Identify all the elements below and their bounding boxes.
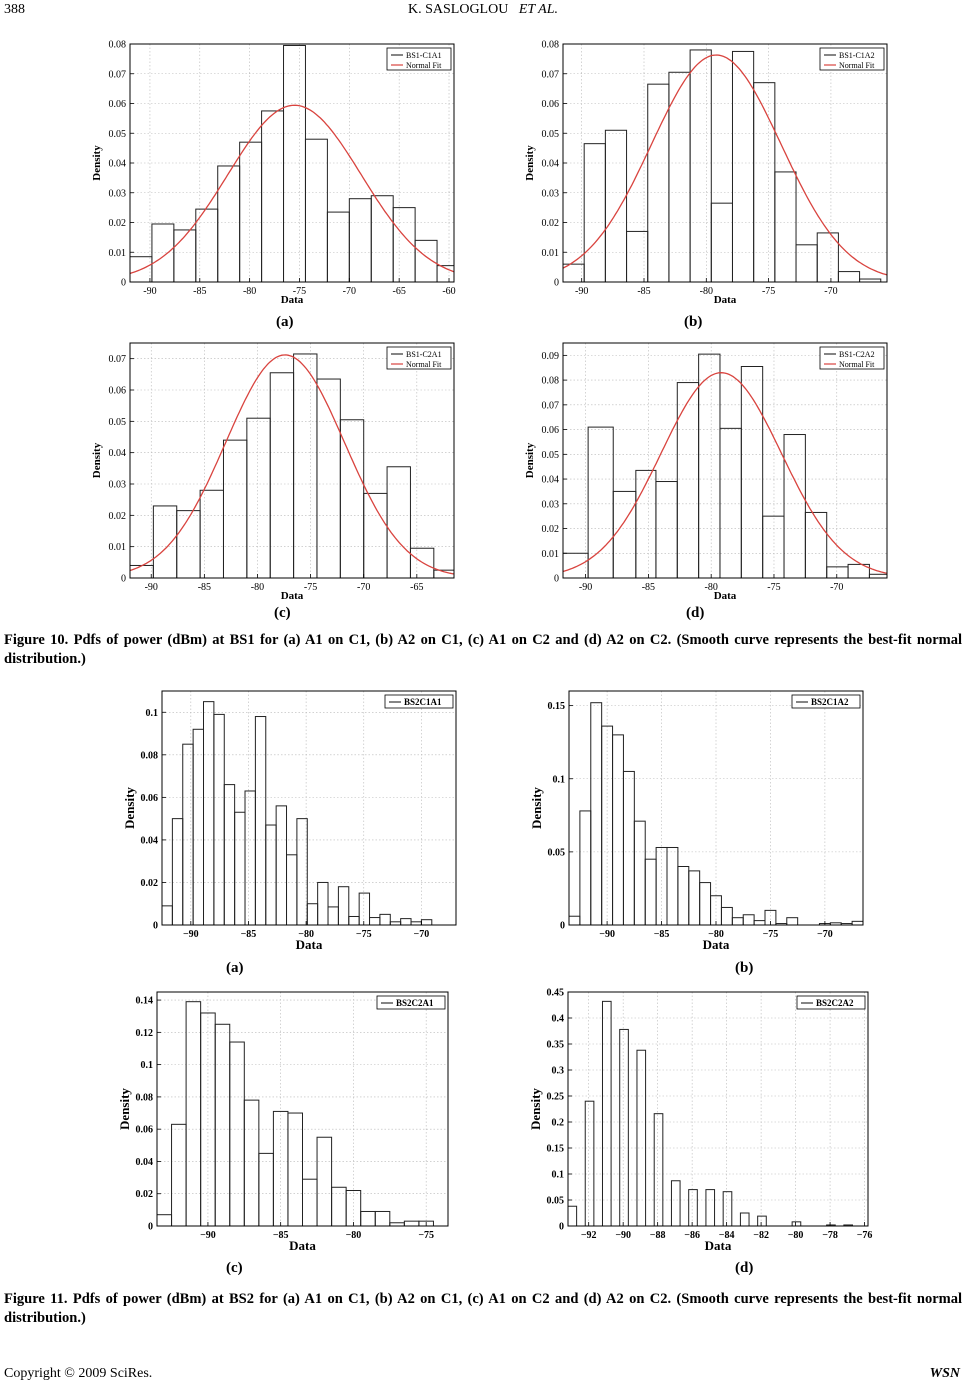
- figure10-caption: Figure 10. Pdfs of power (dBm) at BS1 for (a) A1 on C1, (b) A2 on C1, (c) A1 on C2 and (d) A2 on C2. (Smooth curve represents the best-fit normal distribution.): [4, 632, 962, 667]
- legend-entry: BS1-C1A1: [406, 51, 442, 60]
- legend-entry: Normal Fit: [839, 61, 875, 70]
- x-tick-label: -75: [303, 582, 318, 593]
- y-tick-label: 0.04: [135, 1156, 153, 1168]
- y-tick-label: 0.12: [135, 1027, 153, 1039]
- y-axis-label: Density: [524, 145, 536, 181]
- y-tick-label: 0.04: [108, 158, 126, 170]
- y-tick-label: 0.2: [551, 1117, 564, 1129]
- figure10-chart-d: [524, 343, 887, 602]
- y-tick-label: 0.15: [546, 1143, 564, 1155]
- x-axis-label: Data: [713, 590, 737, 602]
- x-axis-label: Data: [289, 1238, 316, 1253]
- y-tick-label: 0.08: [140, 750, 158, 762]
- y-tick-label: 0.25: [546, 1091, 564, 1103]
- y-tick-label: 0.02: [140, 877, 158, 889]
- x-axis-label: Data: [713, 294, 737, 306]
- x-tick-label: -70: [830, 582, 844, 593]
- x-tick-label: -90: [144, 582, 158, 593]
- legend-entry: BS1-C1A2: [839, 51, 875, 60]
- x-axis-label: Data: [704, 1238, 732, 1253]
- x-tick-label: -90: [575, 286, 589, 297]
- y-tick-label: 0.05: [108, 416, 126, 428]
- figure11-chart-a: [122, 691, 456, 952]
- y-tick-label: 0: [554, 573, 559, 585]
- figure11-caption: Figure 11. Pdfs of power (dBm) at BS2 for (a) A1 on C1, (b) A2 on C1, (c) A1 on C2 and (d) A2 on C2. (Smooth curve represents the best-fit normal distribution.): [4, 1291, 962, 1326]
- legend-entry: BS1-C2A1: [406, 350, 442, 359]
- figure11-chart-c: [117, 992, 448, 1253]
- figure11-label-a: (a): [226, 960, 244, 976]
- y-axis-label: Density: [529, 787, 544, 829]
- y-tick-label: 0.04: [541, 474, 559, 486]
- x-axis-label: Data: [280, 590, 304, 602]
- y-tick-label: 0: [153, 920, 158, 932]
- y-tick-label: 0.09: [541, 350, 559, 362]
- y-tick-label: 0.06: [541, 99, 559, 110]
- x-tick-label: -70: [357, 582, 371, 593]
- x-tick-label: -70: [342, 286, 356, 297]
- x-tick-label: −82: [753, 1230, 769, 1241]
- y-tick-label: 0.06: [135, 1124, 153, 1136]
- legend-entry: BS2C1A1: [404, 697, 442, 707]
- figure10-label-b: (b): [684, 314, 703, 330]
- y-tick-label: 0.07: [108, 69, 126, 81]
- x-tick-label: -70: [824, 286, 838, 297]
- x-tick-label: −76: [856, 1230, 873, 1241]
- x-tick-label: −85: [272, 1230, 289, 1241]
- figure11-chart-b: [529, 691, 863, 952]
- x-tick-label: −80: [345, 1230, 362, 1241]
- x-tick-label: −92: [580, 1230, 597, 1241]
- y-tick-label: 0.06: [541, 425, 559, 437]
- y-tick-label: 0.07: [541, 69, 559, 81]
- x-tick-label: −90: [615, 1230, 632, 1241]
- legend-entry: BS2C2A1: [396, 998, 434, 1008]
- x-tick-label: −85: [653, 929, 670, 940]
- x-tick-label: -80: [250, 582, 265, 593]
- y-tick-label: 0: [554, 277, 559, 289]
- x-tick-label: -85: [193, 286, 207, 297]
- plot-area: [130, 343, 454, 578]
- y-tick-label: 0.02: [135, 1189, 153, 1201]
- y-tick-label: 0.07: [108, 354, 126, 366]
- y-tick-label: 0.04: [108, 448, 126, 460]
- x-tick-label: −90: [200, 1230, 216, 1241]
- y-tick-label: 0.06: [108, 99, 126, 110]
- x-axis-label: Data: [280, 294, 304, 306]
- figure10-label-a: (a): [276, 314, 294, 330]
- x-tick-label: -60: [442, 286, 456, 297]
- y-tick-label: 0.03: [541, 188, 559, 200]
- footer-journal: WSN: [929, 1366, 960, 1381]
- y-tick-label: 0.01: [541, 548, 559, 560]
- y-tick-label: 0.04: [140, 835, 158, 847]
- y-tick-label: 0.4: [551, 1013, 564, 1025]
- running-head-etal: ET AL.: [518, 2, 558, 17]
- y-tick-label: 0.08: [108, 39, 126, 51]
- x-tick-label: −86: [684, 1230, 700, 1241]
- running-head-author: K. SASLOGLOU: [407, 2, 509, 17]
- plot-area: [162, 691, 456, 925]
- y-tick-label: 0.06: [140, 792, 158, 804]
- legend-entry: Normal Fit: [406, 360, 442, 369]
- x-tick-label: −80: [298, 929, 314, 940]
- x-tick-label: -90: [578, 582, 593, 593]
- x-tick-label: -85: [637, 286, 651, 297]
- y-tick-label: 0.1: [552, 774, 565, 786]
- figure10-chart-b: [524, 40, 887, 307]
- x-tick-label: -80: [704, 582, 718, 593]
- x-tick-label: −75: [355, 929, 372, 940]
- footer-copyright: Copyright © 2009 SciRes.: [4, 1366, 153, 1381]
- figure10-label-d: (d): [686, 605, 705, 621]
- legend-entry: Normal Fit: [406, 61, 442, 70]
- y-tick-label: 0.1: [551, 1169, 564, 1181]
- x-tick-label: -75: [761, 286, 776, 297]
- y-tick-label: 0.02: [541, 218, 559, 229]
- y-tick-label: 0: [121, 573, 126, 585]
- y-axis-label: Density: [117, 1088, 132, 1130]
- x-tick-label: −80: [787, 1230, 804, 1241]
- x-tick-label: -80: [699, 286, 713, 297]
- x-tick-label: −75: [762, 929, 779, 940]
- y-tick-label: 0.02: [541, 524, 559, 536]
- x-tick-label: -90: [143, 286, 157, 297]
- x-tick-label: −78: [822, 1230, 838, 1241]
- y-tick-label: 0.08: [541, 375, 559, 387]
- y-tick-label: 0.1: [140, 1060, 153, 1072]
- y-tick-label: 0.05: [546, 1195, 564, 1207]
- y-axis-label: Density: [91, 442, 103, 479]
- y-tick-label: 0.05: [541, 128, 559, 140]
- y-tick-label: 0.05: [547, 847, 565, 859]
- y-tick-label: 0.06: [108, 385, 126, 397]
- x-tick-label: −70: [413, 929, 430, 940]
- y-axis-label: Density: [91, 145, 103, 181]
- y-tick-label: 0.08: [135, 1092, 153, 1104]
- y-tick-label: 0.45: [546, 987, 564, 999]
- y-tick-label: 0.05: [108, 128, 126, 140]
- y-tick-label: 0: [560, 920, 565, 932]
- y-tick-label: 0.03: [541, 499, 559, 511]
- legend-entry: BS2C1A2: [811, 697, 849, 707]
- y-tick-label: 0.03: [108, 188, 126, 200]
- x-tick-label: -65: [392, 286, 406, 297]
- x-axis-label: Data: [295, 937, 323, 952]
- y-tick-label: 0.07: [541, 400, 559, 412]
- x-axis-label: Data: [702, 937, 730, 952]
- figure10-label-c: (c): [274, 605, 291, 621]
- page-number: 388: [4, 2, 25, 17]
- x-tick-label: −84: [718, 1230, 735, 1241]
- figure11-label-b: (b): [735, 960, 754, 976]
- y-tick-label: 0.08: [541, 39, 559, 51]
- figure11-label-c: (c): [226, 1260, 243, 1276]
- x-tick-label: −75: [418, 1230, 435, 1241]
- legend-entry: Normal Fit: [839, 360, 875, 369]
- y-tick-label: 0.35: [546, 1039, 564, 1051]
- x-tick-label: −88: [649, 1230, 666, 1241]
- y-axis-label: Density: [524, 442, 536, 479]
- x-tick-label: -85: [641, 582, 656, 593]
- x-tick-label: −80: [708, 929, 724, 940]
- y-tick-label: 0.3: [551, 1065, 564, 1077]
- x-tick-label: -85: [197, 582, 212, 593]
- legend-entry: BS2C2A2: [816, 998, 854, 1008]
- y-tick-label: 0.02: [108, 510, 126, 522]
- x-tick-label: -75: [767, 582, 781, 593]
- y-tick-label: 0.03: [108, 479, 126, 491]
- x-tick-label: −85: [240, 929, 257, 940]
- legend-entry: BS1-C2A2: [839, 350, 875, 359]
- figure11-chart-d: [528, 988, 872, 1254]
- y-tick-label: 0.15: [547, 701, 565, 713]
- y-axis-label: Density: [528, 1088, 543, 1130]
- x-tick-label: −90: [182, 929, 199, 940]
- x-tick-label: -80: [242, 286, 257, 297]
- figure10-chart-c: [91, 343, 454, 602]
- x-tick-label: −70: [817, 929, 833, 940]
- y-tick-label: 0: [121, 277, 126, 289]
- y-tick-label: 0.05: [541, 449, 559, 461]
- y-tick-label: 0.04: [541, 158, 559, 170]
- y-tick-label: 0.1: [145, 707, 158, 719]
- plot-area: [563, 343, 887, 578]
- x-tick-label: -75: [292, 286, 307, 297]
- y-tick-label: 0.01: [108, 542, 126, 554]
- x-tick-label: -65: [410, 582, 424, 593]
- y-axis-label: Density: [122, 787, 137, 829]
- y-tick-label: 0.02: [108, 218, 126, 229]
- y-tick-label: 0: [148, 1221, 153, 1233]
- y-tick-label: 0.01: [541, 247, 559, 259]
- plot-area: [568, 992, 868, 1226]
- y-tick-label: 0: [559, 1221, 564, 1233]
- y-tick-label: 0.14: [135, 995, 153, 1007]
- x-tick-label: −90: [599, 929, 615, 940]
- figure11-label-d: (d): [735, 1260, 754, 1276]
- figure10-chart-a: [91, 40, 456, 307]
- y-tick-label: 0.01: [108, 247, 126, 259]
